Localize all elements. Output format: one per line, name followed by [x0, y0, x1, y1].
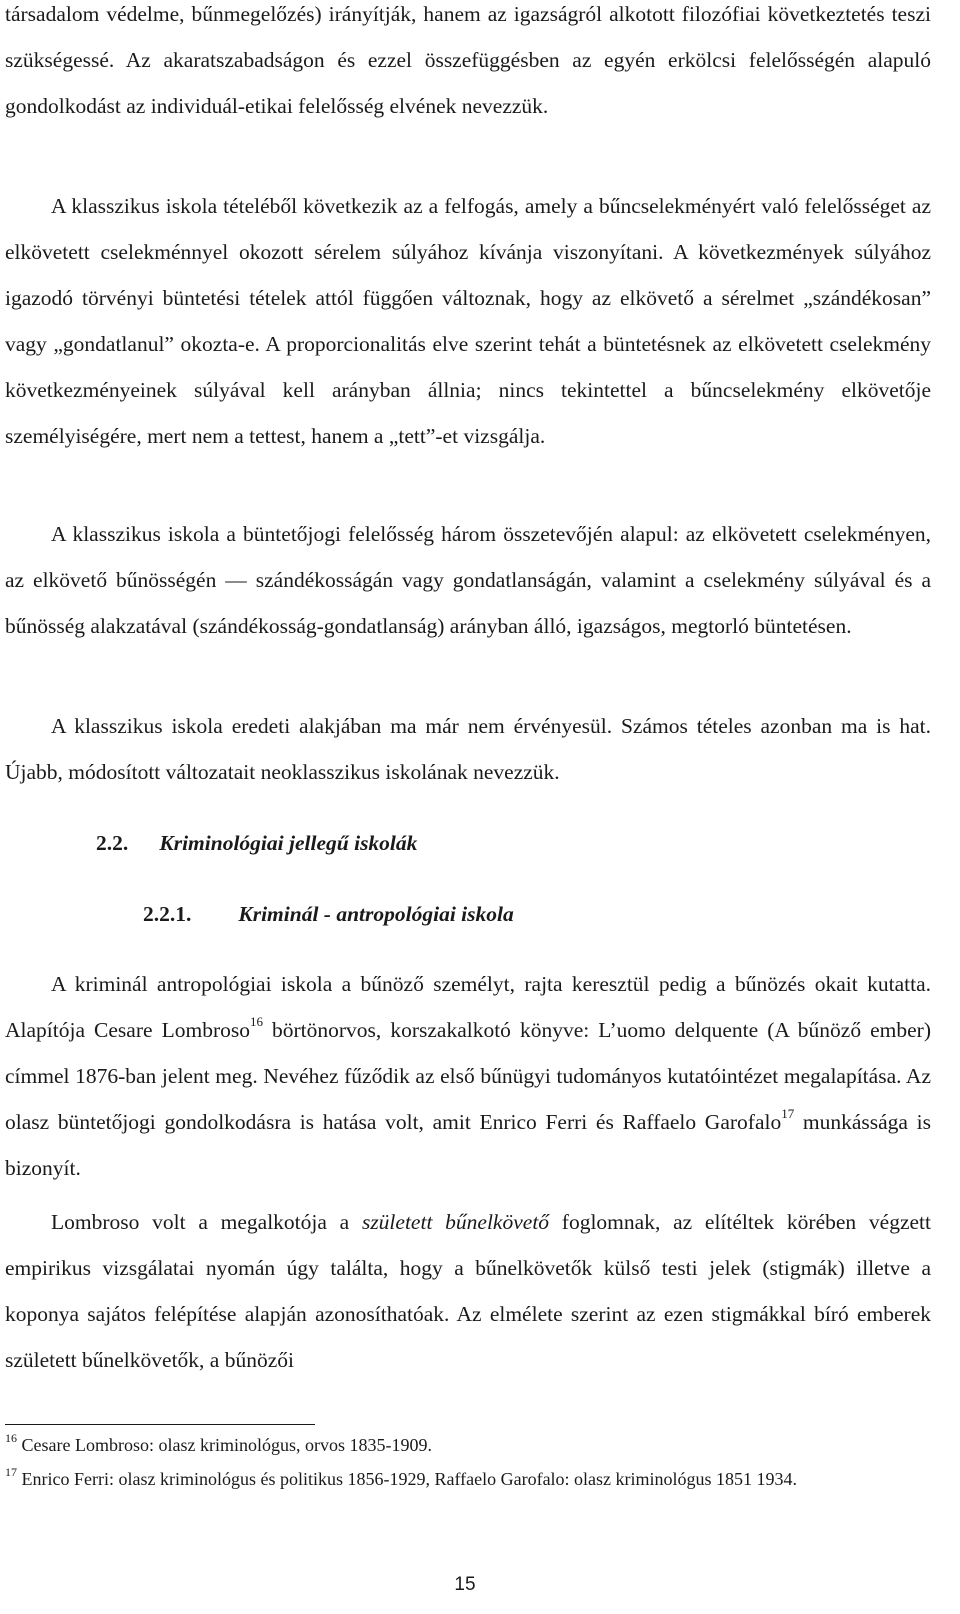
section-number: 2.2. [96, 831, 129, 855]
section-title: Kriminológiai jellegű iskolák [159, 831, 418, 855]
footnote-ref-16[interactable]: 16 [249, 1013, 263, 1029]
paragraph-proportionality: A klasszikus iskola tételéből következik az a felfogás, amely a bűncselekményért való felelősséget az elkövetett cselekménnyel okozott sérelem súlyához kívánja viszonyítani. A következmények súlyához igazodó törvényi büntetési tételek attól függően változnak, hogy az elkövető a sérelmet „szándékosan” vagy „gondatlanul” okozta-e. A proporcionalitás elve szerint tehát a büntetésnek az elkövetett cselekmény következményeinek súlyával kell arányban állnia; nincs tekintettel a bűncselekmény elkövetője személyiségére, mert nem a tettest, hanem a „tett”-et vizsgálja. [5, 194, 931, 448]
italic-term: született bűnelkövető [361, 1210, 550, 1234]
footnote-16 [5, 1432, 925, 1458]
section-heading-2-2 [96, 828, 417, 858]
paragraph-neoclassical: A klasszikus iskola eredeti alakjában ma már nem érvényesül. Számos tételes azonban ma is hat. Újabb, módosított változatait neoklasszikus iskolának nevezzük. [5, 714, 931, 784]
paragraph-individual-ethics: társadalom védelme, bűnmegelőzés) irányítják, hanem az igazságról alkotott filozófiai következtetés teszi szükségessé. Az akaratszabadságon és ezzel összefüggésben az egyén erkölcsi felelősségén alapuló gondolkodást az individuál-etikai felelősség elvének nevezzük. [5, 2, 931, 118]
footnote-mark: 17 [5, 1465, 17, 1479]
footnote-ref-17[interactable]: 17 [781, 1105, 795, 1121]
text-run: Lombroso volt a megalkotója a [51, 1210, 362, 1234]
text-run: börtönorvos, korszakalkotó könyve: L’uomo delquente (A bűnöző ember) címmel 1876-ban jelent meg. Nevéhez fűződik az első bűnügyi tudományos kutatóintézet megalapítása. Az olasz büntetőjogi gondolkodásra is hatása volt, amit Enrico Ferri és Raffaelo Garofalo [5, 1018, 931, 1134]
paragraph-classical-liability: A klasszikus iskola a büntetőjogi felelősség három összetevőjén alapul: az elkövetett cselekményen, az elkövető bűnösségén — szándékosságán vagy gondatlanságán, valamint a cselekmény súlyával és a bűnösség alakzatával (szándékosság-gondatlanság) arányban álló, igazságos, megtorló büntetésen. [5, 522, 931, 638]
section-title: Kriminál - antropológiai iskola [238, 902, 514, 926]
paragraph-born-criminal [5, 1199, 931, 1383]
page-number: 15 [454, 1574, 476, 1595]
section-heading-2-2-1 [143, 899, 514, 929]
footnote-separator [5, 1424, 315, 1425]
text-run: foglomnak, az elítéltek körében végzett empirikus vizsgálatai nyomán úgy találta, hogy a bűnelkövetők külső testi jelek (stigmák) illetve a koponya sajátos felépítése alapján azonosíthatóak. Az elmélete szerint az ezen stigmákkal bíró emberek született bűnelkövetők, a bűnözői [5, 1210, 931, 1372]
footnote-17 [5, 1466, 925, 1492]
paragraph-criminal-anthropology [5, 961, 931, 1191]
footnote-text: Cesare Lombroso: olasz kriminológus, orvos 1835-1909. [17, 1435, 432, 1455]
footnote-mark: 16 [5, 1431, 17, 1445]
text-run: A kriminál antropológiai iskola a bűnöző személyt, rajta keresztül pedig a bűnözés okait kutatta. Alapítója Cesare Lombroso [5, 972, 931, 1042]
text-run: munkássága is bizonyít. [5, 1110, 931, 1180]
footnote-text: Enrico Ferri: olasz kriminológus és politikus 1856-1929, Raffaelo Garofalo: olasz kriminológus 1851 1934. [17, 1469, 798, 1489]
section-number: 2.2.1. [143, 902, 192, 926]
